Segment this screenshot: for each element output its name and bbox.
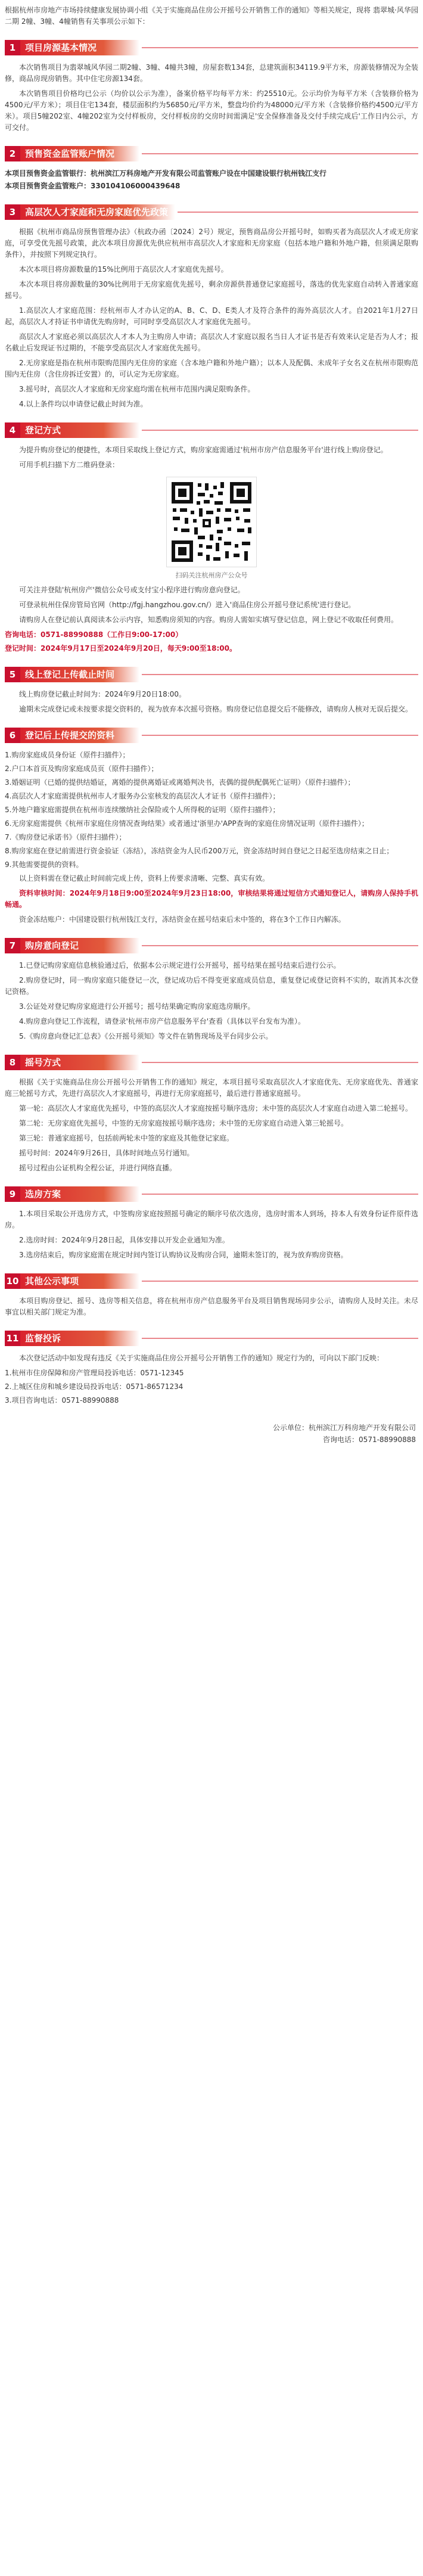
section-number: 4 — [5, 422, 20, 438]
section-number: 7 — [5, 938, 20, 953]
paragraph: 可用手机扫描下方二维码登录： — [19, 461, 120, 469]
paragraph: 本次本项目将房源数量的15%比例用于高层次人才家庭优先摇号。 — [19, 265, 228, 274]
section-title: 监督投诉 — [20, 1331, 139, 1346]
section-number: 10 — [5, 1273, 20, 1289]
section-supervision — [5, 1330, 418, 1406]
paragraph: 根据《杭州市商品房预售管理办法》（杭政办函〔2024〕2号）规定，预售商品房公开摇号时，如购买者为高层次人才或无房家庭，可享受优先摇号政策，此次本项目房源优先供应杭州市高层次人才家庭和无房家庭（包括本地户籍和外地户籍，但须满足限购条件），并按照下列规定执行。 — [5, 228, 418, 259]
section-header — [5, 422, 418, 439]
section-title: 预售资金监管账户情况 — [20, 146, 139, 161]
section-header — [5, 1054, 418, 1071]
section-title: 购房意向登记 — [20, 938, 139, 953]
section-number: 5 — [5, 667, 20, 682]
section-header — [5, 937, 418, 954]
paragraph: 本次登记活动中如发现有违反《关于实施商品住房公开摇号公开销售工作的通知》规定行为的，可向以下部门反映： — [19, 1354, 384, 1362]
paragraph: 1.本项目采取公开选房方式，中签购房家庭按照摇号确定的顺序号依次选房，选房时需本人到场，持本人有效身份证件原件选房。 — [5, 1210, 418, 1229]
section-header — [5, 204, 418, 220]
intro-text: 根据杭州市房地产市场持续健康发展协调小组《关于实施商品住房公开摇号公开销售工作的通知》等相关规定，现将 翡翠城·风华园二期 2幢、3幢、4幢销售有关事项公示如下： — [5, 6, 418, 26]
paragraph: 2.选房时间：2024年9月28日起，具体安排以开发企业通知为准。 — [19, 1236, 229, 1244]
section-selection-plan — [5, 1186, 418, 1261]
divider — [142, 430, 418, 431]
section-header — [5, 39, 418, 56]
section-priority-policy — [5, 204, 418, 410]
paragraph: 可关注并登陆'杭州房产'微信公众号或支付宝小程序进行购房意向登记。 — [19, 586, 245, 594]
paragraph: 根据《关于实施商品住房公开摇号公开销售工作的通知》规定，本项目摇号采取高层次人才家庭优先、无房家庭优先、普通家庭三轮摇号方式，先进行高层次人才家庭摇号，再进行无房家庭摇号，最后进行普通家庭摇号。 — [5, 1078, 418, 1098]
paragraph: 请购房人在登记前认真阅读本公示内容，知悉购房须知的内容。购房人需如实填写登记信息，网上登记不收取任何费用。 — [19, 616, 399, 624]
section-number: 6 — [5, 728, 20, 743]
section-number: 11 — [5, 1331, 20, 1346]
list-item: 7.《购房登记承诺书》（原件扫描件）； — [5, 833, 126, 841]
paragraph: 3.摇号时，高层次人才家庭和无房家庭均需在杭州市范围内满足限购条件。 — [19, 385, 255, 393]
footer-phone: 咨询电话：0571-88990888 — [323, 1435, 416, 1444]
paragraph: 4.购房意向登记工作流程，请登录'杭州市房产信息服务平台'查看（具体以平台发布为准）。 — [19, 1017, 306, 1026]
section-title: 项目房源基本情况 — [20, 40, 139, 55]
divider — [142, 1194, 418, 1195]
announcement-page — [5, 0, 418, 1446]
section-header — [5, 666, 418, 683]
paragraph: 为提升购房登记的便捷性，本项目采取线上登记方式，购房家庭需通过'杭州市房产信息服务平台'进行线上购房登记。 — [19, 446, 388, 454]
list-item: 9.其他需要提供的资料。 — [5, 860, 83, 869]
divider — [142, 1281, 418, 1282]
section-registration-method — [5, 422, 418, 654]
section-deadline — [5, 666, 418, 715]
paragraph: 第一轮：高层次人才家庭优先摇号，中签的高层次人才家庭按摇号顺序选房；未中签的高层次人才家庭自动进入第二轮摇号。 — [19, 1104, 413, 1113]
section-number: 8 — [5, 1055, 20, 1070]
section-lottery-method — [5, 1054, 418, 1174]
complaint-line: 2.上城区住房和城乡建设局投诉电话：0571-86571234 — [5, 1382, 183, 1391]
section-title: 其他公示事项 — [20, 1273, 139, 1289]
list-item: 6.无房家庭需提供《杭州市家庭住房情况查询结果》或者通过'浙里办'APP查询的家庭住房情况证明（原件扫描件）； — [5, 819, 369, 828]
list-item: 3.婚姻证明（已婚的提供结婚证，离婚的提供离婚证或离婚判决书，丧偶的提供配偶死亡证明）（原件扫描件）； — [5, 778, 355, 787]
consult-phone: 咨询电话：0571-88990888（工作日9:00-17:00） — [5, 630, 183, 639]
paragraph: 第三轮：普通家庭摇号，包括前两轮未中签的家庭及其他登记家庭。 — [19, 1134, 234, 1142]
section-title: 登记方式 — [20, 422, 139, 438]
section-other-matters — [5, 1273, 418, 1318]
qr-code-block — [5, 477, 418, 581]
paragraph: 本次销售项目价格均已公示（均价以公示为准），备案价格平均每平方米：约25510元。公示均价为每平方米（含装修价格为4500元/平方米）；项目住宅134套，楼层面积约为56850元/平方米，整盘均价约为48000元/平方米（含装修价格约4500元/平方米）。项目5幢202室、4幢202室为交付样板房，交付样板房的交房时间需满足'安全保修准备及交付手续完成后'工作日内公示，方可交付。 — [5, 89, 418, 132]
paragraph: 线上购房登记截止时间为：2024年9月20日18:00。 — [19, 690, 186, 698]
section-number: 2 — [5, 146, 20, 161]
qr-caption: 扫码关注杭州房产公众号 — [175, 571, 248, 579]
escrow-bank: 本项目预售资金监管银行：杭州滨江万科房地产开发有限公司监管账户设在中国建设银行杭州钱江支行 — [5, 169, 327, 178]
paragraph: 摇号过程由公证机构全程公证，并进行网络直播。 — [19, 1164, 177, 1172]
section-title: 高层次人才家庭和无房家庭优先政策 — [20, 204, 175, 220]
divider — [142, 945, 418, 946]
section-title: 摇号方式 — [20, 1055, 139, 1070]
escrow-account-number: 本项目预售资金监管账户：330104106000439648 — [5, 182, 181, 190]
paragraph: 第二轮：无房家庭优先摇号，中签的无房家庭按摇号顺序选房；未中签的无房家庭自动进入第三轮摇号。 — [19, 1119, 349, 1127]
paragraph: 本次销售项目为翡翠城风华园二期2幢、3幢、4幢共3幢，房屋套数134套，总建筑面积34119.9平方米，房源装修情况为全装修，商品房现房销售。其中住宅房源134套。 — [5, 63, 418, 83]
section-required-documents — [5, 727, 418, 925]
qr-code-icon[interactable] — [166, 477, 257, 567]
list-item: 2.户口本首页及购房家庭成员页（原件扫描件）； — [5, 765, 158, 773]
publisher: 公示单位：杭州滨江万科房地产开发有限公司 — [272, 1424, 416, 1432]
list-item: 5.外地户籍家庭需提供在杭州市连续缴纳社会保险或个人所得税的证明（原件扫描件）； — [5, 806, 280, 814]
paragraph: 3.公证处对登记购房家庭进行公开摇号；摇号结果确定购房家庭选房顺序。 — [19, 1002, 255, 1011]
divider — [142, 674, 418, 675]
paragraph: 高层次人才家庭必须以高层次人才本人为主购房人申请；高层次人才家庭以报名当日人才证书是否有效来认定是否为人才；报名截止后发现证书过期的，不能享受高层次人才家庭优先摇号。 — [5, 333, 418, 352]
section-header — [5, 1273, 418, 1289]
section-intent-registration — [5, 937, 418, 1042]
section-number: 9 — [5, 1186, 20, 1202]
section-escrow-account — [5, 145, 418, 192]
divider — [142, 1062, 418, 1063]
paragraph: 1.高层次人才家庭范围：经杭州市人才办认定的A、B、C、D、E类人才及符合条件的海外高层次人才。自2021年1月27日起，高层次人才持证书申请优先购房时，可同时享受高层次人才家庭优先摇号。 — [5, 306, 418, 326]
section-header — [5, 1186, 418, 1202]
list-item: 4.高层次人才家庭需提供杭州市人才服务办公室核发的高层次人才证书（原件扫描件）； — [5, 792, 280, 800]
section-header — [5, 1330, 418, 1347]
paragraph: 本项目购房登记、摇号、选房等相关信息，将在杭州市房产信息服务平台及项目销售现场同步公示，请购房人及时关注。未尽事宜以相关部门规定为准。 — [5, 1297, 418, 1316]
paragraph: 4.以上条件均以申请登记截止时间为准。 — [19, 400, 148, 408]
complaint-line: 3.项目咨询电话：0571-88990888 — [5, 1396, 119, 1404]
divider — [142, 153, 418, 154]
divider — [142, 1338, 418, 1339]
section-header — [5, 727, 418, 744]
complaint-line: 1.杭州市住房保障和房产管理局投诉电话：0571-12345 — [5, 1369, 184, 1377]
paragraph: 可登录杭州住保房管局官网（http://fgj.hangzhou.gov.cn/）进入'商品住房公开摇号登记系统'进行登记。 — [19, 601, 356, 609]
paragraph: 逾期未完成登记或未按要求提交资料的，视为放弃本次摇号资格。购房登记信息提交后不能修改，请购房人核对无误后提交。 — [19, 705, 413, 713]
paragraph: 3.选房结束后，购房家庭需在规定时间内签订认购协议及购房合同，逾期未签订的，视为放弃购房资格。 — [19, 1251, 348, 1259]
footer-signature — [5, 1422, 418, 1446]
audit-time: 资料审核时间：2024年9月18日9:00至2024年9月23日18:00，审核结果将通过短信方式通知登记人，请购房人保持手机畅通。 — [5, 889, 418, 909]
section-title: 选房方案 — [20, 1186, 139, 1202]
divider — [142, 47, 418, 48]
divider — [142, 735, 418, 736]
registration-time: 登记时间：2024年9月17日至2024年9月20日，每天9:00至18:00。 — [5, 644, 237, 652]
paragraph: 5.《购房意向登记汇总表》《公开摇号须知》等文件在销售现场及平台同步公示。 — [19, 1032, 273, 1040]
section-title: 登记后上传提交的资料 — [20, 728, 139, 743]
paragraph: 以上资料需在登记截止时间前完成上传，资料上传要求清晰、完整、真实有效。 — [19, 874, 270, 883]
divider — [178, 212, 418, 213]
list-item: 1.购房家庭成员身份证（原件扫描件）； — [5, 751, 130, 759]
paragraph: 资金冻结账户：中国建设银行杭州钱江支行，冻结资金在摇号结束后未中签的，将在3个工作日内解冻。 — [19, 915, 346, 924]
section-title: 线上登记上传截止时间 — [20, 667, 139, 682]
paragraph: 摇号时间：2024年9月26日，具体时间地点另行通知。 — [19, 1149, 194, 1157]
paragraph: 1.已登记购房家庭信息核验通过后，依据本公示规定进行公开摇号，摇号结果在摇号结束后进行公示。 — [19, 961, 341, 970]
section-number: 1 — [5, 40, 20, 55]
section-number: 3 — [5, 204, 20, 220]
section-house-info — [5, 39, 418, 133]
paragraph: 2.无房家庭是指在杭州市限购范围内无住房的家庭（含本地户籍和外地户籍）；以本人及配偶、未成年子女名义在杭州市限购范围内无住房（含住房拆迁安置）的，可认定为无房家庭。 — [5, 359, 418, 378]
paragraph: 2.购房登记时，同一购房家庭只能登记一次，登记成功后不得变更家庭成员信息，重复登记或登记资料不实的，取消其本次登记资格。 — [5, 976, 418, 996]
list-item: 8.购房家庭在登记前需进行资金验证（冻结），冻结资金为人民币200万元，资金冻结时间自登记之日起至选房结束之日止； — [5, 847, 394, 855]
paragraph: 本次本项目将房源数量的30%比例用于无房家庭优先摇号，剩余房源供普通登记家庭摇号，落选的优先家庭自动转入普通家庭摇号。 — [5, 280, 418, 300]
section-header — [5, 145, 418, 162]
